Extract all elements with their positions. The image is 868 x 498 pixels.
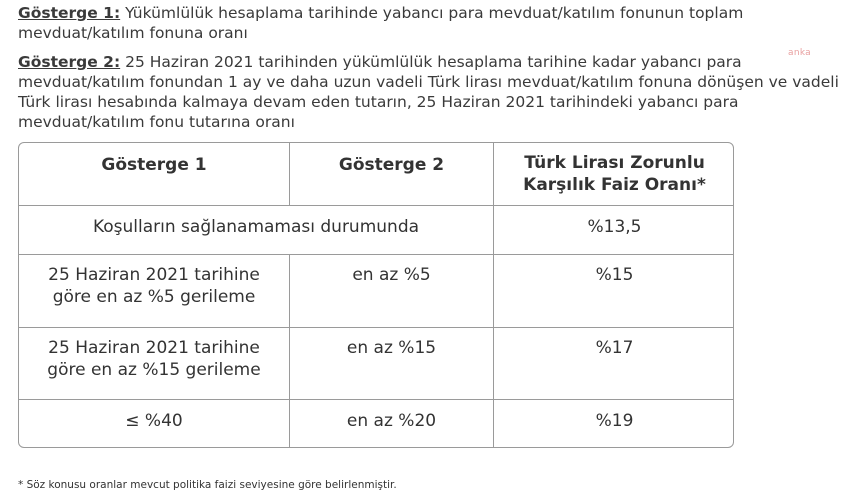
- rate-cell: %17: [595, 338, 634, 358]
- indicator-1-label: Gösterge 1:: [18, 4, 121, 22]
- indicator-2-label: Gösterge 2:: [18, 53, 121, 71]
- rate-cell: %13,5: [587, 217, 642, 237]
- footnote: * Söz konusu oranlar mevcut politika faizi seviyesine göre belirlenmiştir.: [18, 479, 397, 491]
- rates-table: [18, 142, 734, 448]
- rate-cell: %19: [595, 411, 634, 431]
- indicator-2-cell: en az %20: [290, 400, 494, 448]
- table-row: [19, 328, 733, 400]
- header-interest-rate: Türk Lirası Zorunlu Karşılık Faiz Oranı*: [523, 153, 706, 195]
- indicator-1-cell: 25 Haziran 2021 tarihine göre en az %15 gerileme: [19, 328, 290, 399]
- indicator-2-cell: en az %15: [290, 328, 494, 399]
- table-row: [19, 206, 733, 255]
- table-row: [19, 255, 733, 328]
- merged-condition-cell: Koşulların sağlanamaması durumunda: [19, 206, 494, 254]
- indicator-2-cell: en az %5: [290, 255, 494, 327]
- table-row: [19, 400, 733, 448]
- indicator-2-text: 25 Haziran 2021 tarihinden yükümlülük hesaplama tarihine kadar yabancı para mevduat/katılım fonundan 1 ay ve daha uzun vadeli Türk lirası mevduat/katılım fonuna dönüşen ve vadeli Türk lirası hesabında kalmaya devam eden tutarın, 25 Haziran 2021 tarihindeki yabancı para mevduat/katılım fonu tutarına oranı: [18, 53, 839, 131]
- table-header-row: [19, 143, 733, 206]
- indicator-2-definition: [18, 52, 848, 132]
- indicator-1-definition: [18, 3, 818, 43]
- indicator-1-cell: ≤ %40: [19, 400, 290, 448]
- watermark-logo: anka: [788, 48, 811, 58]
- header-indicator-1: Gösterge 1: [19, 143, 290, 205]
- rate-cell: %15: [595, 265, 634, 285]
- header-indicator-2: Gösterge 2: [290, 143, 494, 205]
- indicator-1-text: Yükümlülük hesaplama tarihinde yabancı para mevduat/katılım fonunun toplam mevduat/katılım fonuna oranı: [18, 4, 744, 42]
- indicator-1-cell: 25 Haziran 2021 tarihine göre en az %5 gerileme: [19, 255, 290, 327]
